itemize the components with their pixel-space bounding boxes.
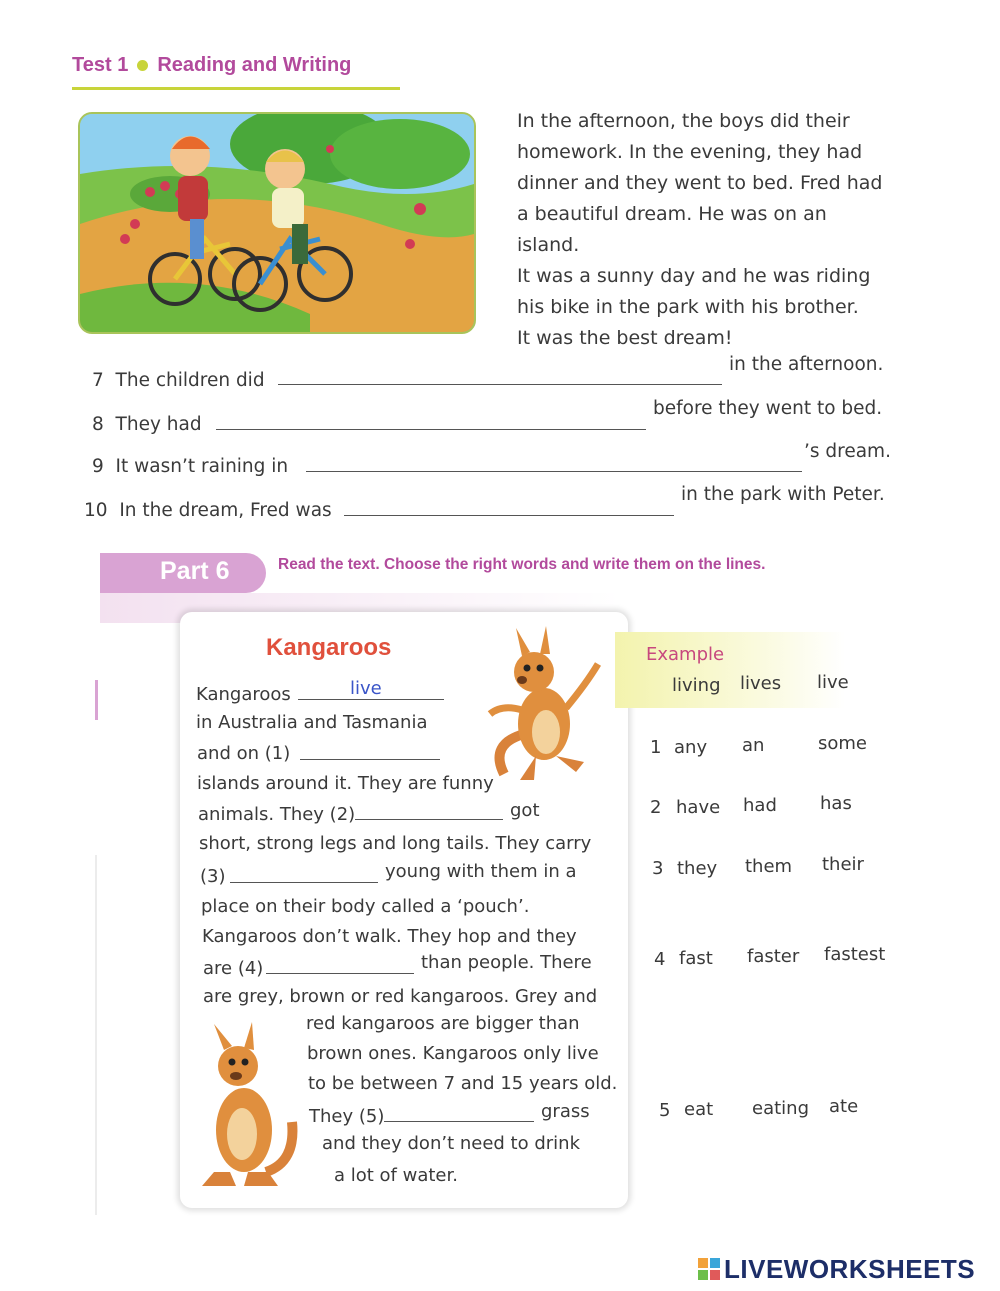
question-7 bbox=[92, 370, 265, 391]
question-number: 10 bbox=[84, 500, 108, 521]
answer-line-9[interactable] bbox=[306, 471, 802, 472]
header-underline bbox=[72, 87, 400, 90]
test-label: Test 1 bbox=[72, 54, 129, 76]
story-line: dinner and they went to bed. Fred had bbox=[517, 172, 883, 194]
text-line: than people. There bbox=[421, 952, 592, 973]
option-word[interactable]: fastest bbox=[824, 944, 886, 965]
test-header bbox=[72, 54, 351, 77]
text-line: Kangaroos don’t walk. They hop and they bbox=[202, 926, 577, 947]
question-suffix: ’s dream. bbox=[804, 441, 891, 462]
section-label: Reading and Writing bbox=[157, 54, 352, 76]
text-line: short, strong legs and long tails. They carry bbox=[199, 833, 592, 854]
question-number: 8 bbox=[92, 414, 104, 435]
text-line: young with them in a bbox=[385, 861, 577, 882]
story-line: It was the best dream! bbox=[517, 327, 733, 349]
text-line: animals. They (2) bbox=[198, 804, 356, 825]
option-word[interactable]: has bbox=[820, 793, 852, 814]
liveworksheets-logo-icon bbox=[698, 1258, 720, 1280]
answer-line-1[interactable] bbox=[300, 759, 440, 760]
option-word[interactable]: any bbox=[674, 737, 708, 758]
story-text bbox=[517, 106, 892, 354]
option-number: 4 bbox=[654, 949, 666, 970]
answer-line-3[interactable] bbox=[230, 882, 378, 883]
story-line: homework. In the evening, they had bbox=[517, 141, 863, 163]
text-line: grass bbox=[541, 1101, 590, 1122]
text-line: a lot of water. bbox=[334, 1165, 458, 1186]
question-9 bbox=[92, 456, 288, 477]
text-line: are grey, brown or red kangaroos. Grey and bbox=[203, 986, 598, 1007]
liveworksheets-logo[interactable]: LIVEWORKSHEETS bbox=[724, 1254, 976, 1284]
question-10 bbox=[84, 500, 332, 521]
story-line: his bike in the park with his brother. bbox=[517, 296, 859, 318]
answer-line-2[interactable] bbox=[355, 819, 503, 820]
text-line: are (4) bbox=[203, 958, 264, 979]
text-line: and they don’t need to drink bbox=[322, 1133, 581, 1154]
option-word: live bbox=[817, 672, 849, 693]
answer-line-4[interactable] bbox=[266, 973, 414, 974]
text-line: place on their body called a ‘pouch’. bbox=[201, 896, 530, 917]
question-prefix: The children did bbox=[115, 370, 265, 391]
text-line: in Australia and Tasmania bbox=[196, 712, 428, 733]
option-word[interactable]: eat bbox=[684, 1099, 714, 1120]
option-word[interactable]: them bbox=[745, 856, 793, 877]
question-prefix: They had bbox=[115, 414, 202, 435]
question-suffix: in the afternoon. bbox=[729, 354, 884, 375]
margin-shadow bbox=[95, 855, 97, 1215]
answer-line-10[interactable] bbox=[344, 515, 674, 516]
text-line: islands around it. They are funny bbox=[197, 773, 494, 794]
option-word[interactable]: ate bbox=[829, 1096, 859, 1117]
part-label: Part 6 bbox=[160, 557, 230, 585]
example-answer-line bbox=[298, 699, 444, 700]
text-line: (3) bbox=[200, 866, 226, 887]
text-line: got bbox=[510, 800, 540, 821]
option-word[interactable]: they bbox=[677, 858, 718, 879]
question-prefix: It wasn’t raining in bbox=[115, 456, 289, 477]
answer-line-5[interactable] bbox=[384, 1121, 534, 1122]
option-word: lives bbox=[740, 673, 782, 694]
text-line: and on (1) bbox=[197, 743, 291, 764]
text-line: Kangaroos bbox=[196, 684, 291, 705]
text-line: brown ones. Kangaroos only live bbox=[307, 1043, 599, 1064]
question-number: 7 bbox=[92, 370, 104, 391]
option-word[interactable]: faster bbox=[747, 946, 800, 967]
text-line: red kangaroos are bigger than bbox=[306, 1013, 580, 1034]
option-number: 1 bbox=[650, 737, 662, 758]
option-word[interactable]: an bbox=[742, 735, 765, 756]
question-number: 9 bbox=[92, 456, 104, 477]
kangaroo-sitting-illustration bbox=[196, 1022, 300, 1192]
story-line: In the afternoon, the boys did their bbox=[517, 110, 850, 132]
example-label: Example bbox=[646, 644, 725, 665]
text-line: to be between 7 and 15 years old. bbox=[308, 1073, 618, 1094]
story-line: a beautiful dream. He was on an island. bbox=[517, 203, 827, 256]
option-word[interactable]: eating bbox=[752, 1098, 809, 1119]
answer-line-7[interactable] bbox=[278, 384, 722, 385]
option-word[interactable]: some bbox=[818, 733, 867, 754]
story-line: It was a sunny day and he was riding bbox=[517, 265, 871, 287]
question-prefix: In the dream, Fred was bbox=[119, 500, 332, 521]
option-word[interactable]: their bbox=[822, 854, 864, 875]
text-line: They (5) bbox=[309, 1106, 385, 1127]
answer-line-8[interactable] bbox=[216, 429, 646, 430]
option-number: 3 bbox=[652, 858, 664, 879]
part-instruction: Read the text. Choose the right words and write them on the lines. bbox=[278, 556, 766, 573]
option-word: living bbox=[672, 675, 721, 696]
option-number: 5 bbox=[659, 1100, 671, 1121]
margin-bar bbox=[95, 680, 98, 720]
example-answer: live bbox=[350, 678, 382, 699]
kangaroo-waving-illustration bbox=[484, 624, 606, 784]
option-word[interactable]: have bbox=[676, 797, 721, 818]
option-word[interactable]: had bbox=[743, 795, 777, 816]
bullet-dot-icon bbox=[137, 60, 148, 71]
question-suffix: before they went to bed. bbox=[653, 398, 883, 419]
question-8 bbox=[92, 414, 202, 435]
question-suffix: in the park with Peter. bbox=[681, 484, 885, 505]
option-number: 2 bbox=[650, 797, 662, 818]
boys-riding-bikes-illustration bbox=[78, 112, 476, 334]
option-word[interactable]: fast bbox=[679, 948, 713, 969]
card-title: Kangaroos bbox=[266, 634, 392, 661]
